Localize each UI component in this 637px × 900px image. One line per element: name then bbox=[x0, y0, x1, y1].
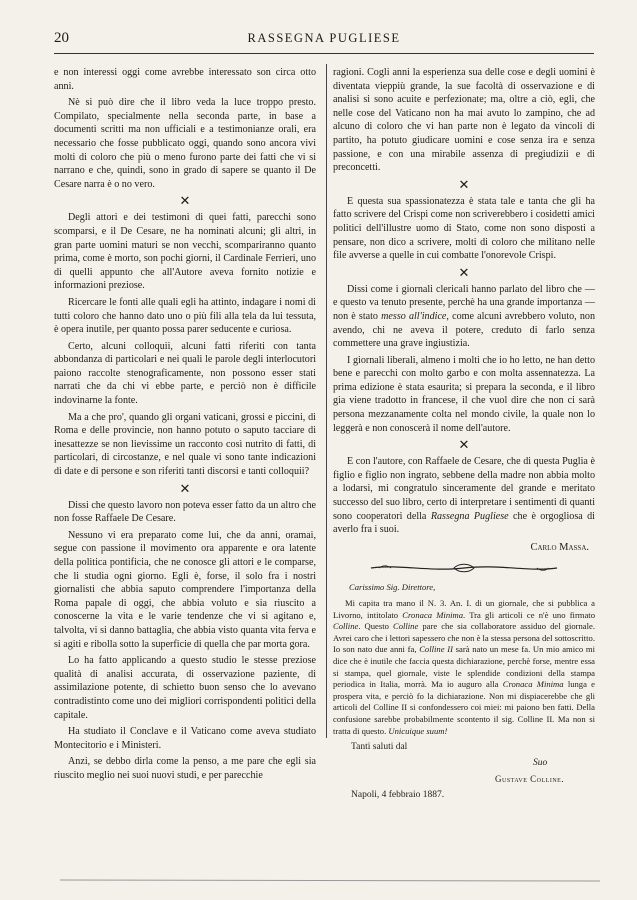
emphasis: Colline II bbox=[419, 644, 453, 655]
paragraph: Ha studiato il Conclave e il Vaticano come aveva studiato Montecitorio e i Ministeri. bbox=[54, 726, 316, 751]
text: Dissi come i giornali clericali hanno parlato del libro che — e questo va tenuto presente, perchè ha una grande importanza — non è stato bbox=[333, 283, 595, 322]
letter-body bbox=[333, 598, 595, 737]
text: pare che sia collaboratore assiduo del giornale. Avrei caro che i lettori sapessero che non è la stessa persona del sottoscritto. Io son nato due anni fa, bbox=[333, 621, 595, 655]
paragraph: Nè si può dire che il libro veda la luce troppo presto. Compilato, specialmente nella seconda parte, in base a documenti scritti ma non ufficiali e a testimonianze orali, era necessario che fosse pubblicato oggi, quando sono ancora vivi molti di coloro che più o meno furono parte dei fatti che vi si narrano e che, quindi, sono in grado di sapere se quanto il De Cesare narra è o no vero. bbox=[54, 97, 316, 190]
paragraph: e non interessi oggi come avrebbe interessato son circa otto anni. bbox=[54, 67, 316, 92]
text: . Questo bbox=[358, 621, 389, 632]
page-number: 20 bbox=[54, 30, 69, 46]
paragraph bbox=[333, 283, 595, 351]
text: che è orgogliosa di averlo fra i suoi. bbox=[333, 510, 595, 536]
closing-text: Tanti saluti dal bbox=[351, 742, 408, 753]
letter bbox=[333, 582, 595, 737]
paragraph: Lo ha fatto applicando a questo studio le stesse preziose qualità di analisi accurata, di osservazione paziente, di assimilazione potente, di schietto buon senso che lo avevano contradistinto come uno dei migliori corrispondenti politici della capitale. bbox=[54, 655, 316, 721]
section-separator: ✕ bbox=[179, 193, 191, 209]
section-separator: ✕ bbox=[458, 264, 470, 280]
section-separator: ✕ bbox=[179, 480, 191, 496]
scan-edge-line bbox=[60, 878, 600, 882]
emphasis: Cronaca Minima bbox=[402, 609, 464, 620]
paragraph: Nessuno vi era preparato come lui, che da anni, oramai, segue con passione il movimento ora apparente e ora latente della politica pontificia, che ne conosce gli attori e le comparse, che li studia ogni giorno. Egli è, forse, il solo fra i nostri giornalisti che abbia saputo comprendere l'importanza della Roma papale di oggi, che abbia voluto e sia riuscito a conoscerne la vita e le varie tendenze che vi si agitano e, talvolta, vi si danno battaglia, che abbia visto quanta vita ferva e si agiti e ribolla sotto la superficie di quella che par morta gora. bbox=[54, 529, 316, 650]
paragraph: Ma a che pro', quando gli organi vaticani, grossi e piccini, di Roma e delle provincie, non hanno potuto o saputo tacciare di inesattezze se non lievissime un racconto così nutrito di fatti, di particolari, di circostanze, e nel quale vi sono tante indicazioni di date e di persone e son riferiti tanti discorsi e tanti colloquii? bbox=[54, 411, 316, 478]
text: Mi capita tra mano il N. 3. An. I. di un giornale, che si pubblica a Livorno, intitolato bbox=[333, 598, 595, 620]
emphasis: messo all'indice bbox=[381, 310, 447, 322]
text: sarà nato un mese fa. Un mio amico mi dice che è inutile che faccia questa dichiarazione, perchè forse, mentre essa si stampa, quel giornale, viste le splendide condizioni della stampa periodica in Italia, morrà. Ma io auguro alla bbox=[333, 644, 595, 690]
letter-greeting: Carissimo Sig. Direttore, bbox=[349, 582, 436, 593]
letter-author: Gustave Colline. bbox=[495, 774, 565, 785]
ornamental-flourish bbox=[369, 562, 559, 574]
section-separator: ✕ bbox=[458, 176, 470, 192]
paragraph: ragioni. Cogli anni la esperienza sua delle cose e degli uomini è diventata vieppiù grande, la sue facoltà di osservazione e di analisi si sono acuite e perfezionate; ma, oltre a ciò, egli, che nelle cose del Vaticano non ha mai avuto lo zampino, che ad alcuno di coloro che vi han parte non è legato da vincoli di partito, ha potuto giudicare uomini e cose senza ira e senza passione, e con una mirabile assenza di pregiudizii e di preconcetti. bbox=[333, 67, 595, 174]
emphasis: Colline bbox=[333, 621, 359, 632]
paragraph: I giornali liberali, almeno i molti che io ho letto, ne han detto bene e parecchi con molto garbo e con molta assennatezza. La prima edizione è stata esaurita; si prepara la seconda, e il libro gia viene tradotto in francese, il che vuol dire che non ci sarà persona mezzanamente colta nel mondo civile, la quale non lo leggerà e non conoscerà il nome dell'autore. bbox=[333, 354, 595, 434]
closing-suo: Suo bbox=[533, 758, 548, 769]
emphasis: Cronaca Minima bbox=[502, 679, 564, 690]
right-column bbox=[333, 66, 595, 801]
paragraph: Ricercare le fonti alle quali egli ha attinto, indagare i nomi di tutti coloro che hanno dato uno o più fili alla tela da lui tessuta, è opera inutile, per quanto possa parer seducente e curiosa. bbox=[54, 296, 316, 336]
emphasis: Unicuique suum! bbox=[388, 725, 448, 736]
text: . Tra gli articoli ce n'è uno firmato bbox=[463, 609, 595, 620]
section-separator: ✕ bbox=[458, 437, 470, 453]
author-signature: Carlo Massa. bbox=[530, 541, 589, 553]
text: E con l'autore, con Raffaele de Cesare, che di questa Puglia è figlio e figlio non ingrato, sebbene della madre non abbia molto a lodarsi, mi congratulo sinceramente del grande e meritato successo del suo libro, certo di interpretare i sentimenti di quanti sono cooperatori della bbox=[333, 456, 595, 522]
header-rule bbox=[54, 53, 594, 54]
left-column bbox=[54, 66, 316, 786]
column-divider bbox=[326, 64, 327, 738]
text: lunga e prospera vita, e perciò fo la dichiarazione. Non mi dispiacerebbe che gli articoli del Colline II si confondessero coi miei: mi paiono ben fatti. Della confusione sarebbe probabilmente scontento il sig. Colline II. Ma non si tratta di questo. bbox=[333, 679, 595, 736]
letter-closing bbox=[333, 737, 595, 801]
paragraph: Certo, alcuni colloquii, alcuni fatti riferiti con tanta abbondanza di particolari e nei quali le parole degli interlocutori paiono raccolte stenograficamente, non possono esser stati narrati che da chi vi ebbe parte, e perciò non è difficile indovinarne la fonte. bbox=[54, 340, 316, 407]
emphasis: Colline bbox=[392, 621, 419, 632]
journal-title: RASSEGNA PUGLIESE bbox=[247, 31, 401, 45]
paragraph bbox=[333, 455, 595, 537]
paragraph: Degli attori e dei testimoni di quei fatti, parecchi sono scomparsi, e il De Cesare, ne ha nominati alcuni; gli altri, in gran parte uomini maturi se non vecchi, scompariranno quanto prima, come è morto, son pochi giorni, il Cardinale Ferrieri, uno di quelli appunto che all'Autore aveva fornito notizie e informazioni preziose. bbox=[54, 212, 316, 292]
page-header bbox=[54, 30, 594, 52]
paragraph: E questa sua spassionatezza è stata tale e tanta che gli ha fatto scrivere del Crispi come non scriverebbero i cosidetti amici politici dell'illustre uomo di Stato, come non sono disposti a pensare, non dico a scrivere, molti di coloro che militano nelle file avverse a quelle in cui combatte l'onorevole Crispi. bbox=[333, 195, 595, 262]
paragraph: Anzi, se debbo dirla come la penso, a me pare che egli sia riuscito meglio nei suoi nuovi studi, e per parecchie bbox=[54, 756, 316, 781]
emphasis: Rassegna Pugliese bbox=[430, 510, 509, 522]
text: , come alcuni avrebbero voluto, non avendo, chi ne aveva il potere, creduto di farlo senza commettere una grave ingiustizia. bbox=[333, 310, 595, 350]
paragraph: Dissi che questo lavoro non poteva esser fatto da un altro che non fosse Raffaele De Cesare. bbox=[54, 499, 316, 525]
place-date: Napoli, 4 febbraio 1887. bbox=[351, 790, 445, 801]
